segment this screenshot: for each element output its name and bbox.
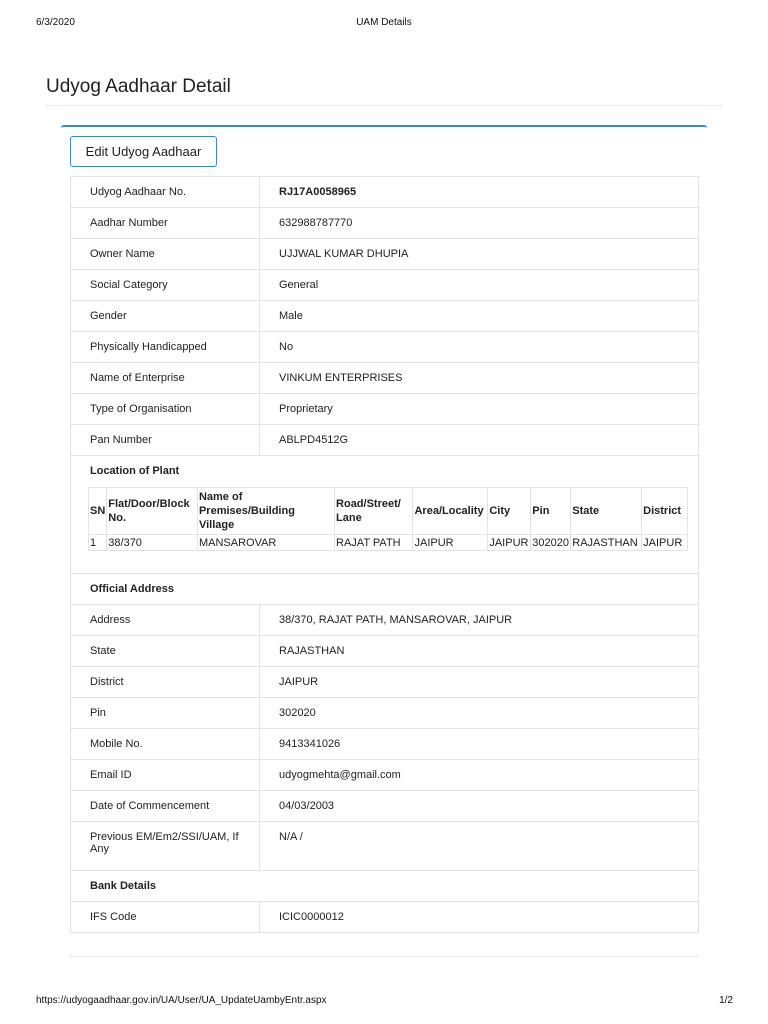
row-value: No xyxy=(260,332,699,363)
plant-location-row xyxy=(71,456,699,574)
row-value: RAJASTHAN xyxy=(260,636,699,667)
udyog-aadhaar-number: RJ17A0058965 xyxy=(260,177,699,208)
column-header: Flat/Door/Block No. xyxy=(107,488,198,535)
plant-cell: 302020 xyxy=(532,536,570,549)
table-row xyxy=(71,239,699,270)
page-title: Udyog Aadhaar Detail xyxy=(46,76,231,97)
plant-cell: RAJASTHAN xyxy=(571,535,642,551)
table-row xyxy=(71,394,699,425)
column-header: City xyxy=(488,488,531,535)
row-label: IFS Code xyxy=(71,902,260,933)
plant-cell: RAJAT PATH xyxy=(335,535,413,551)
print-title: UAM Details xyxy=(356,17,412,28)
column-header: Pin xyxy=(531,488,571,535)
row-label: Gender xyxy=(71,301,260,332)
plant-cell: MANSAROVAR xyxy=(197,535,334,551)
table-row xyxy=(71,301,699,332)
table-row xyxy=(71,760,699,791)
table-row xyxy=(71,332,699,363)
row-label: Udyog Aadhaar No. xyxy=(71,177,260,208)
row-value: ICIC0000012 xyxy=(260,902,699,933)
page-number: 1/2 xyxy=(719,995,733,1006)
row-value: N/A / xyxy=(260,822,699,871)
row-label: District xyxy=(71,667,260,698)
table-row xyxy=(71,667,699,698)
row-label: Mobile No. xyxy=(71,729,260,760)
table-row xyxy=(71,177,699,208)
row-value: 9413341026 xyxy=(260,729,699,760)
row-label: Aadhar Number xyxy=(71,208,260,239)
plant-header-row xyxy=(89,488,688,535)
table-row xyxy=(71,791,699,822)
plant-cell: 38/370 xyxy=(107,535,198,551)
table-row xyxy=(71,605,699,636)
row-value: 302020 xyxy=(260,698,699,729)
table-row xyxy=(71,270,699,301)
table-row xyxy=(71,729,699,760)
row-value: udyogmehta@gmail.com xyxy=(260,760,699,791)
table-row xyxy=(71,822,699,871)
table-row xyxy=(71,902,699,933)
row-label: Previous EM/Em2/SSI/UAM, If Any xyxy=(71,822,260,871)
column-header: Name of Premises/Building Village xyxy=(197,488,334,535)
column-header: Area/Locality xyxy=(413,488,488,535)
plant-location-cell xyxy=(71,456,699,574)
bottom-divider xyxy=(70,956,698,957)
edit-udyog-aadhaar-button[interactable]: Edit Udyog Aadhaar xyxy=(70,136,217,167)
row-label: Social Category xyxy=(71,270,260,301)
row-value: ABLPD4512G xyxy=(260,425,699,456)
row-label: Owner Name xyxy=(71,239,260,270)
title-divider xyxy=(46,105,722,106)
row-value: Male xyxy=(260,301,699,332)
row-label: Type of Organisation xyxy=(71,394,260,425)
plant-cell: JAIPUR xyxy=(413,535,488,551)
row-value: VINKUM ENTERPRISES xyxy=(260,363,699,394)
table-row xyxy=(71,636,699,667)
row-label: Address xyxy=(71,605,260,636)
column-header: SN xyxy=(89,488,107,535)
detail-table xyxy=(70,176,699,933)
plant-cell: JAIPUR xyxy=(488,535,531,551)
table-row xyxy=(71,425,699,456)
print-url: https://udyogaadhaar.gov.in/UA/User/UA_UpdateUambyEntr.aspx xyxy=(36,995,327,1006)
print-date: 6/3/2020 xyxy=(36,17,75,28)
row-label: State xyxy=(71,636,260,667)
plant-location-table xyxy=(88,487,688,551)
row-value: 04/03/2003 xyxy=(260,791,699,822)
row-value: 38/370, RAJAT PATH, MANSAROVAR, JAIPUR xyxy=(260,605,699,636)
row-label: Pan Number xyxy=(71,425,260,456)
bank-details-title: Bank Details xyxy=(71,871,699,902)
row-value: 632988787770 xyxy=(260,208,699,239)
row-value: Proprietary xyxy=(260,394,699,425)
column-header: District xyxy=(642,488,688,535)
column-header: State xyxy=(571,488,642,535)
table-row xyxy=(89,535,688,551)
row-value: JAIPUR xyxy=(260,667,699,698)
official-address-title: Official Address xyxy=(71,574,699,605)
column-header: Road/Street/ Lane xyxy=(335,488,413,535)
plant-cell: 1 xyxy=(89,535,107,551)
table-row xyxy=(71,363,699,394)
row-label: Email ID xyxy=(71,760,260,791)
plant-cell: JAIPUR xyxy=(642,535,688,551)
section-header-row xyxy=(71,574,699,605)
row-label: Pin xyxy=(71,698,260,729)
table-row xyxy=(71,698,699,729)
section-header-row xyxy=(71,871,699,902)
plant-location-title: Location of Plant xyxy=(90,465,180,477)
row-label: Name of Enterprise xyxy=(71,363,260,394)
row-label: Date of Commencement xyxy=(71,791,260,822)
table-row xyxy=(71,208,699,239)
row-value: UJJWAL KUMAR DHUPIA xyxy=(260,239,699,270)
row-label: Physically Handicapped xyxy=(71,332,260,363)
row-value: General xyxy=(260,270,699,301)
print-header xyxy=(0,17,768,31)
